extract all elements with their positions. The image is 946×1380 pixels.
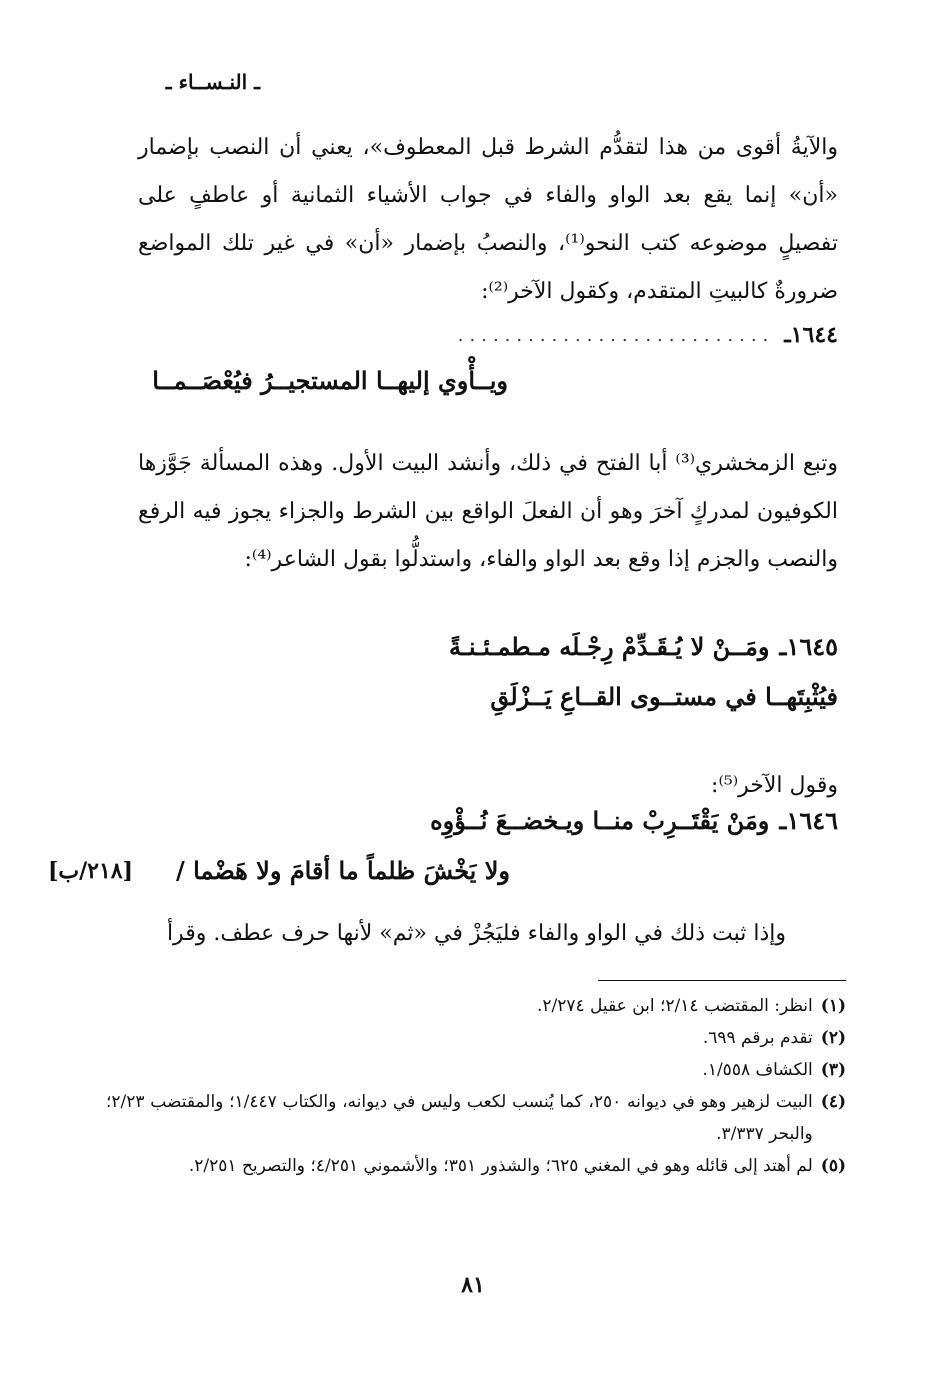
- verse-1644-line: [138, 322, 838, 348]
- verse-1644-hemistich: ويــأْوي إليهــا المستجيــرُ فيُعْصَــمــا: [152, 366, 508, 395]
- paragraph-3: وقول الآخر⁽⁵⁾:: [711, 773, 838, 798]
- ellipsis-dots: ...........................: [457, 324, 775, 346]
- verse-1645-hemistich-2: فيُثْبِتَهــا في مستــوى القــاعِ يَــزْلَقِ: [490, 682, 838, 711]
- manuscript-folio-mark: [٢١٨/ب]: [48, 858, 134, 884]
- footnote-text: البيت لزهير وهو في ديوانه ٢٥٠، كما يُنسب لكعب وليس في ديوانه، والكتاب ١/٤٤٧؛ والمقتضب ٢/٢٣؛ والبحر ٣/٣٣٧.: [106, 1092, 813, 1144]
- footnote-number: (٥): [820, 1156, 846, 1176]
- verse-1645-line-1: [449, 632, 838, 661]
- verse-number: ١٦٤٤ـ: [784, 322, 838, 348]
- paragraph-1: والآيةُ أقوى من هذا لتقدُّم الشرط قبل المعطوف»، يعني أن النصب بإضمار «أن» إنما يقع بعد الواو والفاء في جواب الأشياء الثمانية أو عاطفٍ على تفصيلٍ موضوعه كتب النحو⁽¹⁾، والنصبُ بإضمار «أن» في غير تلك المواضع ضرورةٌ كالبيتِ المتقدم، وكقول الآخر⁽²⁾:: [138, 135, 838, 304]
- footnote-3: [106, 1054, 846, 1086]
- verse-1645-hemistich-1: ومَــنْ لا يُـقَـدِّمْ رِجْـلَه مـطمـئـنـةً: [449, 632, 770, 661]
- footnotes: [106, 990, 846, 1182]
- footnote-text: انظر: المقتضب ٢/١٤؛ ابن عقيل ٢/٢٧٤.: [536, 996, 813, 1016]
- footnote-text: لم أهتد إلى قائله وهو في المغني ٦٢٥؛ والشذور ٣٥١؛ والأشموني ٤/٢٥١؛ والتصريح ٢/٢٥١.: [188, 1156, 813, 1176]
- paragraph-2: وتبع الزمخشري⁽³⁾ أبا الفتح في ذلك، وأنشد البيت الأول. وهذه المسألة جَوَّزها الكوفيون لمدركٍ آخرَ وهو أن الفعلَ الواقع بين الشرط والجزاء يجوز فيه الرفع والنصب والجزم إذا وقع بعد الواو والفاء، واستدلُّوا بقول الشاعر⁽⁴⁾:: [138, 451, 838, 572]
- footnote-number: (٢): [820, 1028, 846, 1048]
- verse-number: ١٦٤٦ـ: [779, 806, 838, 835]
- footnote-1: [106, 990, 846, 1022]
- page-number: ٨١: [461, 1272, 485, 1298]
- footnote-number: (٣): [820, 1060, 846, 1080]
- paragraph-4: وإذا ثبت ذلك في الواو والفاء فليَجُزْ في «ثم» لأنها حرف عطف. وقرأ: [166, 921, 786, 946]
- verse-1646-line-1: [430, 806, 838, 835]
- running-header: ـ النـســاء ـ: [165, 70, 260, 94]
- footnote-separator: [598, 980, 846, 981]
- verse-1646-hemistich-2: ولا يَخْشَ ظلماً ما أقامَ ولا هَضْما /: [176, 856, 510, 885]
- footnote-5: [106, 1150, 846, 1182]
- footnote-text: الكشاف ١/٥٥٨.: [702, 1060, 813, 1080]
- footnote-text: تقدم برقم ٦٩٩.: [702, 1028, 813, 1048]
- footnote-number: (٤): [820, 1092, 846, 1112]
- footnote-number: (١): [820, 996, 846, 1016]
- footnote-4: [106, 1086, 846, 1150]
- footnote-2: [106, 1022, 846, 1054]
- verse-1646-hemistich-1: ومَنْ يَقْتَــرِبْ منــا ويـخضــعَ نُــؤْوِه: [430, 806, 770, 835]
- verse-number: ١٦٤٥ـ: [779, 632, 838, 661]
